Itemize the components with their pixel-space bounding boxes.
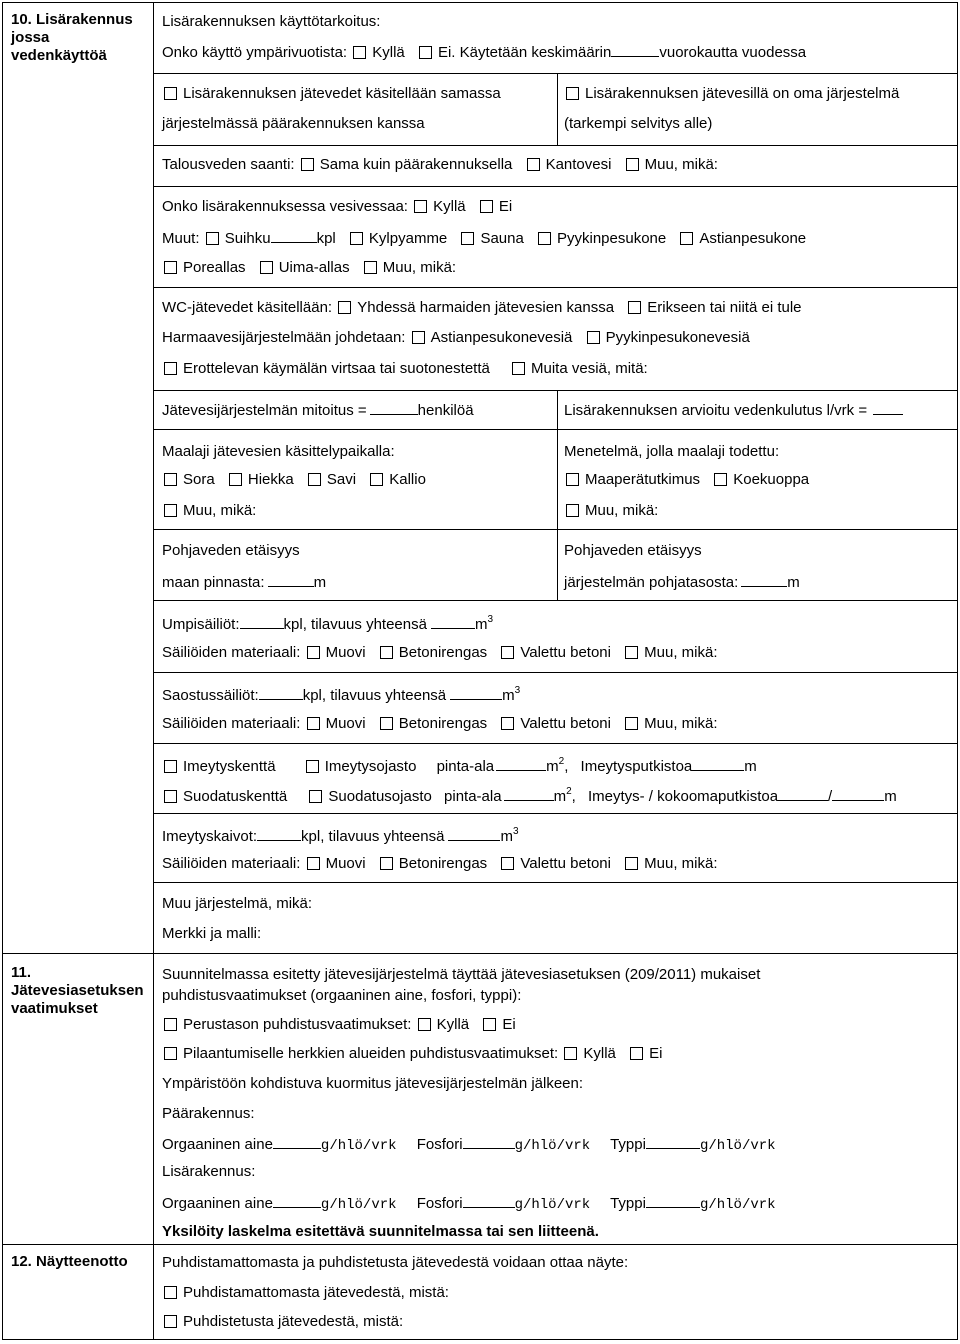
- carried-water-label: Kantovesi: [545, 156, 612, 173]
- persons-field[interactable]: [370, 400, 418, 415]
- collection-pipe-field-2[interactable]: [832, 786, 884, 801]
- pool-row: [162, 259, 456, 277]
- sensitive-yes-checkbox[interactable]: [564, 1047, 577, 1060]
- own-system-option: [564, 85, 899, 103]
- groundwater-bottom-row: [564, 572, 800, 592]
- material-other-checkbox[interactable]: [625, 717, 638, 730]
- m3-exponent: 3: [487, 614, 494, 625]
- infiltration-well-label: Imeytyskaivot:: [162, 828, 258, 845]
- row-divider: [153, 429, 957, 430]
- other-label: Muut:: [162, 230, 200, 247]
- dishwasher-water-checkbox[interactable]: [412, 331, 425, 344]
- infiltration-pipe-field[interactable]: [692, 756, 744, 771]
- carried-water-checkbox[interactable]: [527, 158, 540, 171]
- sauna-checkbox[interactable]: [461, 232, 474, 245]
- infiltration-row: Imeytyskenttä Imeytysojasto pinta-ala $m^2$, Imeytysputkistoa m: [162, 756, 757, 776]
- from-surface-label: maan pinnasta:: [162, 574, 265, 591]
- laundry-water-label: Pyykinpesukonevesiä: [605, 329, 750, 346]
- cast-concrete-label: Valettu betoni: [520, 715, 611, 732]
- other-equipment-row: [162, 228, 806, 248]
- plastic-label: Muovi: [325, 855, 366, 872]
- row-divider: [153, 186, 957, 187]
- dimensioning-row: [162, 400, 474, 420]
- test-pit-label: Koekuoppa: [733, 471, 810, 488]
- bedrock-label: Kallio: [389, 471, 426, 488]
- concrete-ring-checkbox[interactable]: [380, 857, 393, 870]
- nitrogen-label: Typpi: [610, 1136, 646, 1153]
- main-organic-field[interactable]: [273, 1134, 321, 1149]
- row-divider: [153, 390, 957, 391]
- usage-purpose-label: Lisärakennuksen käyttötarkoitus:: [162, 13, 381, 30]
- groundwater-label-2: Pohjaveden etäisyys: [564, 542, 702, 559]
- yes-label: Kyllä: [436, 1016, 470, 1033]
- untreated-sample-label: Puhdistamattomasta jätevedestä, mistä:: [183, 1284, 449, 1301]
- section-divider: [3, 953, 957, 954]
- infiltration-trench-label: Imeytysojasto: [324, 758, 417, 775]
- clay-checkbox[interactable]: [308, 473, 321, 486]
- row-divider: [153, 600, 957, 601]
- own-system-label: Lisärakennuksen jätevesillä on oma järjestelmä: [585, 85, 900, 102]
- infiltration-area-field[interactable]: [496, 756, 546, 771]
- filtration-row: Suodatuskenttä Suodatusojasto pinta-ala $m^2$, Imeytys- / kokoomaputkistoa / m: [162, 786, 897, 806]
- plastic-checkbox[interactable]: [307, 857, 320, 870]
- toilet-label: Onko lisärakennuksessa vesivessaa:: [162, 198, 408, 215]
- water-supply-label: Talousveden saanti:: [162, 156, 295, 173]
- clay-label: Savi: [326, 471, 357, 488]
- holding-tank-material-row: [162, 644, 718, 662]
- area-label: pinta-ala: [444, 788, 502, 805]
- m3-unit: m: [500, 828, 513, 845]
- phosphorus-label: Fosfori: [416, 1136, 463, 1153]
- water-other-checkbox[interactable]: [626, 158, 639, 171]
- dishwasher-water-label: Astianpesukonevesiä: [430, 329, 573, 346]
- septic-tank-volume-field[interactable]: [450, 685, 502, 700]
- persons-unit: henkilöä: [417, 402, 474, 419]
- row-divider: [153, 529, 957, 530]
- load-unit: g/hlö/vrk: [699, 1197, 776, 1213]
- filtration-trench-checkbox[interactable]: [309, 790, 322, 803]
- volume-label: kpl, tilavuus yhteensä: [302, 687, 447, 704]
- consumption-row: [564, 400, 903, 420]
- basic-level-label: Perustason puhdistusvaatimukset:: [183, 1016, 412, 1033]
- method-row: [564, 471, 809, 489]
- wc-together-label: Yhdessä harmaiden jätevesien kanssa: [357, 299, 615, 316]
- soil-survey-checkbox[interactable]: [566, 473, 579, 486]
- consumption-field[interactable]: [873, 400, 903, 415]
- soil-other-row: [162, 502, 256, 520]
- m-unit: m: [884, 788, 897, 805]
- sampling-intro: Puhdistamattomasta ja puhdistetusta jätevedestä voidaan ottaa näyte:: [162, 1254, 629, 1271]
- nitrogen-label: Typpi: [610, 1195, 646, 1212]
- m-unit: m: [313, 574, 327, 591]
- material-other-checkbox[interactable]: [625, 646, 638, 659]
- sensitive-areas-checkbox[interactable]: [164, 1047, 177, 1060]
- soil-other-label: Muu, mikä:: [183, 502, 257, 519]
- sensitive-areas-row: [162, 1045, 662, 1063]
- infiltration-well-volume-field[interactable]: [448, 826, 500, 841]
- own-system-checkbox[interactable]: [566, 87, 579, 100]
- material-label: Säiliöiden materiaali:: [162, 715, 301, 732]
- annex-building-load-row: [162, 1193, 776, 1214]
- bedrock-checkbox[interactable]: [370, 473, 383, 486]
- same-system-option: [162, 85, 501, 103]
- yes-label: Kyllä: [583, 1045, 616, 1062]
- basic-level-no-checkbox[interactable]: [483, 1018, 496, 1031]
- soil-survey-label: Maaperätutkimus: [585, 471, 701, 488]
- wc-label: WC-jätevedet käsitellään:: [162, 299, 333, 316]
- section-10-heading: 10. Lisärakennus jossa vedenkäyttöä: [11, 11, 133, 64]
- bathtub-checkbox[interactable]: [350, 232, 363, 245]
- slash: /: [828, 788, 833, 805]
- area-label: pinta-ala: [436, 758, 495, 775]
- concrete-ring-label: Betonirengas: [398, 855, 488, 872]
- same-as-main-label: Sama kuin päärakennuksella: [319, 156, 513, 173]
- annex-nitrogen-field[interactable]: [646, 1193, 700, 1208]
- soil-other-checkbox[interactable]: [164, 504, 177, 517]
- infiltration-well-material-row: [162, 855, 718, 873]
- yes-label: Kyllä: [372, 44, 405, 61]
- urine-separating-label: Erottelevan käymälän virtsaa tai suotonestettä: [183, 360, 490, 377]
- other-waters-checkbox[interactable]: [512, 362, 525, 375]
- pcs-unit: kpl: [316, 230, 336, 247]
- row-divider: [153, 672, 957, 673]
- m-unit: m: [787, 574, 800, 591]
- m3-unit: m: [502, 687, 515, 704]
- yes-label: Kyllä: [433, 198, 466, 215]
- greywater-label: Harmaavesijärjestelmään johdetaan:: [162, 329, 406, 346]
- no-label: Ei: [502, 1016, 516, 1033]
- holding-tank-label: Umpisäiliöt:: [162, 616, 240, 633]
- cast-concrete-checkbox[interactable]: [501, 717, 514, 730]
- infiltration-field-checkbox[interactable]: [164, 760, 177, 773]
- dimensioning-label: Jätevesijärjestelmän mitoitus =: [162, 402, 367, 419]
- wc-separate-checkbox[interactable]: [628, 301, 641, 314]
- shower-label: Suihku: [224, 230, 271, 247]
- infiltration-field-label: Imeytyskenttä: [183, 758, 276, 775]
- septic-tank-material-row: [162, 715, 718, 733]
- method-label: Menetelmä, jolla maalaji todettu:: [564, 443, 780, 460]
- consumption-label: Lisärakennuksen arvioitu vedenkulutus l/vrk =: [564, 402, 868, 419]
- volume-label: kpl, tilavuus yhteensä: [301, 828, 445, 845]
- load-unit: g/hlö/vrk: [514, 1138, 591, 1154]
- sensitive-no-checkbox[interactable]: [630, 1047, 643, 1060]
- holding-tank-row: [162, 614, 493, 634]
- plastic-label: Muovi: [325, 715, 366, 732]
- basic-level-row: [162, 1016, 516, 1034]
- water-other-label: Muu, mikä:: [644, 156, 718, 173]
- sensitive-areas-label: Pilaantumiselle herkkien alueiden puhdistusvaatimukset:: [183, 1045, 559, 1062]
- method-other-row: [564, 502, 658, 520]
- section-12-heading: 12. Näytteenotto: [11, 1253, 128, 1270]
- wc-row: [162, 299, 802, 317]
- m2-exponent: 2: [558, 756, 565, 767]
- environmental-load-label: Ympäristöön kohdistuva kuormitus jätevesijärjestelmän jälkeen:: [162, 1075, 584, 1092]
- days-per-year-field[interactable]: [611, 42, 659, 57]
- wc-together-checkbox[interactable]: [338, 301, 351, 314]
- collection-pipe-field-1[interactable]: [778, 786, 828, 801]
- days-per-year-unit: vuorokautta vuodessa: [659, 44, 807, 61]
- no-label: Ei: [498, 198, 513, 215]
- cast-concrete-checkbox[interactable]: [501, 857, 514, 870]
- soil-type-row: [162, 471, 426, 489]
- same-system-label-cont: järjestelmässä päärakennuksen kanssa: [162, 115, 425, 132]
- m2-exponent: 2: [566, 786, 572, 797]
- brand-model-label: Merkki ja malli:: [162, 925, 262, 942]
- mid-divider-2: [557, 390, 558, 600]
- section-divider: [3, 1244, 957, 1245]
- septic-tank-label: Saostussäiliöt:: [162, 687, 259, 704]
- requirements-intro-cont: puhdistusvaatimukset (orgaaninen aine, fosfori, typpi):: [162, 987, 522, 1004]
- septic-tank-row: [162, 685, 520, 705]
- method-other-label: Muu, mikä:: [585, 502, 659, 519]
- dishwasher-label: Astianpesukone: [699, 230, 807, 247]
- organic-label: Orgaaninen aine: [162, 1136, 273, 1153]
- m-unit: m: [744, 758, 757, 775]
- row-divider: [153, 145, 957, 146]
- row-divider: [153, 882, 957, 883]
- bathtub-label: Kylpyamme: [368, 230, 448, 247]
- holding-tank-count-field[interactable]: [240, 614, 284, 629]
- concrete-ring-checkbox[interactable]: [380, 717, 393, 730]
- groundwater-label: Pohjaveden etäisyys: [162, 542, 300, 559]
- load-unit: g/hlö/vrk: [514, 1197, 591, 1213]
- water-supply-row: [162, 156, 718, 174]
- greywater-row: [162, 329, 750, 347]
- organic-label: Orgaaninen aine: [162, 1195, 273, 1212]
- infiltration-trench-checkbox[interactable]: [306, 760, 319, 773]
- load-unit: g/hlö/vrk: [320, 1197, 397, 1213]
- year-round-label: Onko käyttö ympärivuotista:: [162, 44, 348, 61]
- other-waters-label: Muita vesiä, mitä:: [531, 360, 648, 377]
- urine-row: [162, 360, 648, 378]
- groundwater-surface-field[interactable]: [268, 572, 314, 587]
- toilet-row: [162, 198, 512, 216]
- volume-label: kpl, tilavuus yhteensä: [283, 616, 427, 633]
- m3-unit: m: [474, 616, 488, 633]
- main-phosphorus-field[interactable]: [463, 1134, 515, 1149]
- plastic-checkbox[interactable]: [307, 717, 320, 730]
- no-label: Ei: [649, 1045, 663, 1062]
- cast-concrete-label: Valettu betoni: [520, 855, 611, 872]
- filtration-trench-label: Suodatusojasto: [328, 788, 432, 805]
- toilet-yes-checkbox[interactable]: [414, 200, 427, 213]
- row-divider: [153, 73, 957, 74]
- infiltration-well-row: [162, 826, 519, 846]
- main-building-load-row: [162, 1134, 776, 1155]
- equipment-other-label: Muu, mikä:: [382, 259, 457, 276]
- soil-type-label: Maalaji jätevesien käsittelypaikalla:: [162, 443, 395, 460]
- pool-checkbox[interactable]: [260, 261, 273, 274]
- sauna-label: Sauna: [480, 230, 524, 247]
- m2-unit: m: [546, 758, 559, 775]
- other-system-label: Muu järjestelmä, mikä:: [162, 895, 313, 912]
- concrete-ring-checkbox[interactable]: [380, 646, 393, 659]
- filtration-field-checkbox[interactable]: [164, 790, 177, 803]
- same-system-label: Lisärakennuksen jätevedet käsitellään samassa: [183, 85, 501, 102]
- annex-phosphorus-field[interactable]: [463, 1193, 515, 1208]
- year-round-row: [162, 42, 806, 62]
- phosphorus-label: Fosfori: [416, 1195, 463, 1212]
- concrete-ring-label: Betonirengas: [398, 715, 488, 732]
- year-round-no-checkbox[interactable]: [419, 46, 432, 59]
- main-building-label: Päärakennus:: [162, 1105, 255, 1122]
- holding-tank-volume-field[interactable]: [431, 614, 475, 629]
- m2-unit: m: [553, 788, 567, 805]
- no-label: Ei. Käytetään keskimäärin: [437, 44, 612, 61]
- untreated-sample-checkbox[interactable]: [164, 1286, 177, 1299]
- load-unit: g/hlö/vrk: [320, 1138, 397, 1154]
- hot-tub-label: Poreallas: [183, 259, 246, 276]
- mid-divider-1: [557, 73, 558, 145]
- material-label: Säiliöiden materiaali:: [162, 644, 301, 661]
- sand-label: Hiekka: [247, 471, 294, 488]
- row-divider: [153, 743, 957, 744]
- material-other-label: Muu, mikä:: [644, 715, 718, 732]
- infiltration-well-count-field[interactable]: [257, 826, 301, 841]
- wc-separate-label: Erikseen tai niitä ei tule: [647, 299, 802, 316]
- cast-concrete-label: Valettu betoni: [520, 644, 611, 661]
- laundry-water-checkbox[interactable]: [587, 331, 600, 344]
- calculation-note: Yksilöity laskelma esitettävä suunnitelmassa tai sen liitteenä.: [162, 1223, 599, 1240]
- section-11-heading: 11. Jätevesiasetuksen vaatimukset: [11, 964, 144, 1017]
- washing-machine-checkbox[interactable]: [538, 232, 551, 245]
- equipment-other-checkbox[interactable]: [364, 261, 377, 274]
- septic-tank-count-field[interactable]: [259, 685, 303, 700]
- dishwasher-checkbox[interactable]: [680, 232, 693, 245]
- concrete-ring-label: Betonirengas: [398, 644, 488, 661]
- material-other-label: Muu, mikä:: [644, 855, 718, 872]
- from-bottom-label: järjestelmän pohjatasosta:: [564, 574, 739, 591]
- gravel-checkbox[interactable]: [164, 473, 177, 486]
- wastewater-form: [2, 2, 958, 1340]
- year-round-yes-checkbox[interactable]: [353, 46, 366, 59]
- collection-pipe-label: Imeytys- / kokoomaputkistoa: [587, 788, 779, 805]
- same-as-main-checkbox[interactable]: [301, 158, 314, 171]
- filtration-area-field[interactable]: [504, 786, 554, 801]
- shower-checkbox[interactable]: [206, 232, 219, 245]
- urine-separating-checkbox[interactable]: [164, 362, 177, 375]
- untreated-sample-row: [162, 1284, 449, 1302]
- same-system-checkbox[interactable]: [164, 87, 177, 100]
- hot-tub-checkbox[interactable]: [164, 261, 177, 274]
- main-nitrogen-field[interactable]: [646, 1134, 700, 1149]
- material-label: Säiliöiden materiaali:: [162, 855, 301, 872]
- row-divider: [153, 813, 957, 814]
- load-unit: g/hlö/vrk: [699, 1138, 776, 1154]
- annex-building-label: Lisärakennus:: [162, 1163, 256, 1180]
- basic-level-checkbox[interactable]: [164, 1018, 177, 1031]
- cast-concrete-checkbox[interactable]: [501, 646, 514, 659]
- requirements-intro: Suunnitelmassa esitetty jätevesijärjestelmä täyttää jätevesiasetuksen (209/2011) mukaiset: [162, 966, 761, 983]
- sand-checkbox[interactable]: [229, 473, 242, 486]
- washing-machine-label: Pyykinpesukone: [557, 230, 667, 247]
- filtration-field-label: Suodatuskenttä: [183, 788, 288, 805]
- groundwater-bottom-field[interactable]: [741, 572, 787, 587]
- plastic-checkbox[interactable]: [307, 646, 320, 659]
- own-system-label-cont: (tarkempi selvitys alle): [564, 115, 713, 132]
- annex-organic-field[interactable]: [273, 1193, 321, 1208]
- pool-label: Uima-allas: [278, 259, 350, 276]
- m3-exponent: 3: [512, 826, 519, 837]
- infiltration-pipe-label: Imeytysputkistoa: [580, 758, 693, 775]
- treated-sample-row: [162, 1313, 403, 1331]
- groundwater-surface-row: [162, 572, 326, 592]
- treated-sample-checkbox[interactable]: [164, 1315, 177, 1328]
- treated-sample-label: Puhdistetusta jätevedestä, mistä:: [183, 1313, 404, 1330]
- gravel-label: Sora: [183, 471, 215, 488]
- row-divider: [153, 287, 957, 288]
- shower-count-field[interactable]: [271, 228, 317, 243]
- method-other-checkbox[interactable]: [566, 504, 579, 517]
- m3-exponent: 3: [514, 685, 521, 696]
- label-column-divider: [153, 3, 154, 1339]
- material-other-label: Muu, mikä:: [644, 644, 718, 661]
- test-pit-checkbox[interactable]: [714, 473, 727, 486]
- plastic-label: Muovi: [325, 644, 366, 661]
- material-other-checkbox[interactable]: [625, 857, 638, 870]
- basic-level-yes-checkbox[interactable]: [418, 1018, 431, 1031]
- toilet-no-checkbox[interactable]: [480, 200, 493, 213]
